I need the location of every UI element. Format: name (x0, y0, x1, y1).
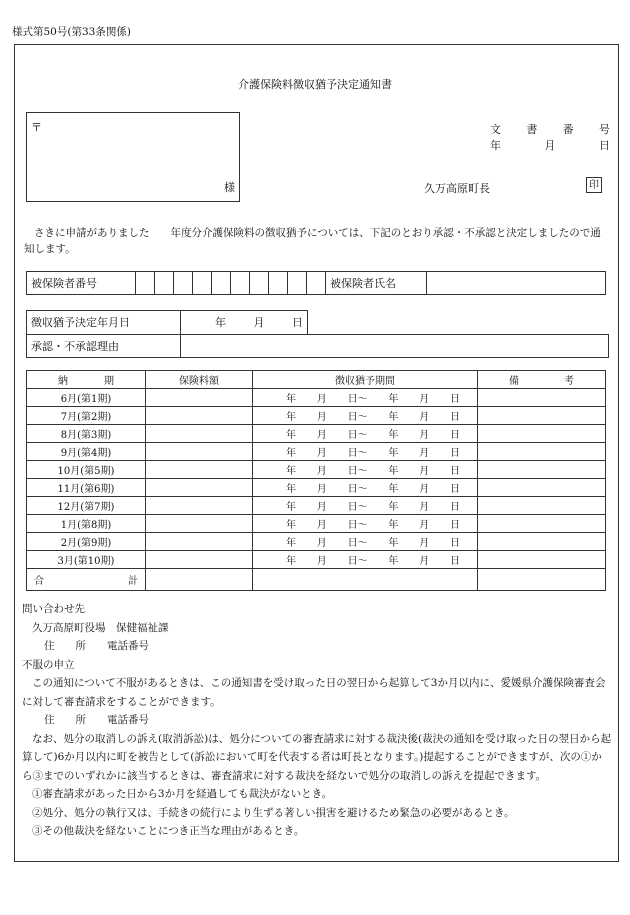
period-name: 3月(第10期) (27, 551, 146, 569)
suspension-period-cell[interactable]: 年 月 日～ 年 月 日 (253, 407, 478, 425)
total-label: 合 計 (27, 569, 146, 591)
amount-cell[interactable] (146, 479, 253, 497)
appeal-address-phone: 住 所 電話番号 (44, 714, 149, 726)
lawsuit-text: なお、処分の取消しの訴え(取消訴訟)は、処分についての審査請求に対する裁決後(裁決の通知を受け取った日の翌日から起算して)6か月以内に町を被告として(訴訟において町を代表する者は町長となります。)提起することができますが、次の①から③までのいずれかに該当するときは、審査請求に対する裁決を経ないで処分の取消しの訴えを提起できます。 (22, 732, 612, 782)
insured-number-cell[interactable] (288, 272, 307, 295)
period-name: 6月(第1期) (27, 389, 146, 407)
header-period: 徴収猶予期間 (253, 371, 478, 389)
remarks-cell[interactable] (478, 425, 606, 443)
period-row (27, 425, 606, 443)
document-number-label: 文 書 番 号 (490, 123, 610, 136)
insured-number-cell[interactable] (193, 272, 212, 295)
decision-table (26, 310, 609, 358)
notes-section (22, 600, 612, 841)
period-row (27, 533, 606, 551)
period-name: 11月(第6期) (27, 479, 146, 497)
insured-number-cell[interactable] (212, 272, 231, 295)
decision-reason-label: 承認・不承認理由 (27, 334, 181, 358)
suspension-period-cell[interactable]: 年 月 日～ 年 月 日 (253, 389, 478, 407)
insured-number-cell[interactable] (269, 272, 288, 295)
insured-number-cell[interactable] (231, 272, 250, 295)
contact-heading: 問い合わせ先 (22, 603, 85, 615)
amount-cell[interactable] (146, 461, 253, 479)
total-remarks-cell (478, 569, 606, 591)
total-amount-cell[interactable] (146, 569, 253, 591)
contact-address-phone: 住 所 電話番号 (44, 640, 149, 652)
amount-cell[interactable] (146, 443, 253, 461)
issuer-name: 久万高原町長 (424, 182, 490, 195)
remarks-cell[interactable] (478, 461, 606, 479)
period-row (27, 551, 606, 569)
insured-name-field[interactable] (427, 272, 606, 295)
amount-cell[interactable] (146, 497, 253, 515)
remarks-cell[interactable] (478, 389, 606, 407)
amount-cell[interactable] (146, 425, 253, 443)
suspension-period-cell[interactable]: 年 月 日～ 年 月 日 (253, 551, 478, 569)
period-row (27, 515, 606, 533)
amount-cell[interactable] (146, 407, 253, 425)
header-bikou: 備 考 (478, 371, 606, 389)
appeal-heading: 不服の申立 (22, 658, 75, 671)
period-name: 12月(第7期) (27, 497, 146, 515)
exception-case-1: ①審査請求があった日から3か月を経過しても裁決がないとき。 (32, 788, 333, 800)
decision-date-label: 徴収猶予決定年月日 (27, 311, 181, 335)
amount-cell[interactable] (146, 389, 253, 407)
form-number-label: 様式第50号(第33条関係) (12, 26, 131, 38)
document-date-label: 年 月 日 (490, 139, 610, 152)
suspension-period-cell[interactable]: 年 月 日～ 年 月 日 (253, 533, 478, 551)
period-row (27, 479, 606, 497)
insured-number-label: 被保険者番号 (27, 272, 136, 295)
appeal-text: この通知について不服があるときは、この通知書を受け取った日の翌日から起算して3か月以内に、愛媛県介護保険審査会に対して審査請求をすることができます。 (22, 677, 606, 708)
header-amount: 保険料額 (146, 371, 253, 389)
recipient-address-box (26, 112, 240, 202)
insured-number-cell[interactable] (250, 272, 269, 295)
period-row (27, 461, 606, 479)
period-name: 9月(第4期) (27, 443, 146, 461)
postal-mark: 〒 (31, 121, 42, 134)
insured-number-cell[interactable] (136, 272, 155, 295)
suspension-period-cell[interactable]: 年 月 日～ 年 月 日 (253, 425, 478, 443)
insured-number-cell[interactable] (155, 272, 174, 295)
suspension-period-cell[interactable]: 年 月 日～ 年 月 日 (253, 497, 478, 515)
period-name: 2月(第9期) (27, 533, 146, 551)
payment-periods-table (26, 370, 606, 591)
period-name: 1月(第8期) (27, 515, 146, 533)
suspension-period-cell[interactable]: 年 月 日～ 年 月 日 (253, 443, 478, 461)
amount-cell[interactable] (146, 551, 253, 569)
header-nouki: 納 期 (27, 371, 146, 389)
decision-reason-field[interactable] (181, 334, 609, 358)
honorific-sama: 様 (224, 181, 235, 194)
period-row (27, 497, 606, 515)
remarks-cell[interactable] (478, 407, 606, 425)
amount-cell[interactable] (146, 533, 253, 551)
remarks-cell[interactable] (478, 515, 606, 533)
intro-paragraph: さきに申請がありました 年度分介護保険料の徴収猶予については、下記のとおり承認・不承認と決定しましたので通知します。 (24, 227, 601, 255)
suspension-period-cell[interactable]: 年 月 日～ 年 月 日 (253, 479, 478, 497)
insured-info-table (26, 271, 606, 295)
amount-cell[interactable] (146, 515, 253, 533)
period-name: 7月(第2期) (27, 407, 146, 425)
period-row (27, 443, 606, 461)
insured-name-label: 被保険者氏名 (326, 272, 427, 295)
exception-case-3: ③その他裁決を経ないことにつき正当な理由があるとき。 (32, 825, 305, 837)
period-row (27, 407, 606, 425)
exception-case-2: ②処分、処分の執行又は、手続きの続行により生ずる著しい損害を避けるため緊急の必要があるとき。 (32, 806, 515, 819)
remarks-cell[interactable] (478, 533, 606, 551)
remarks-cell[interactable] (478, 479, 606, 497)
period-name: 10月(第5期) (27, 461, 146, 479)
remarks-cell[interactable] (478, 551, 606, 569)
document-title: 介護保険料徴収猶予決定通知書 (238, 78, 392, 91)
period-row (27, 389, 606, 407)
insured-number-cell[interactable] (307, 272, 326, 295)
insured-number-cell[interactable] (174, 272, 193, 295)
seal-mark: 印 (586, 177, 602, 193)
remarks-cell[interactable] (478, 497, 606, 515)
period-name: 8月(第3期) (27, 425, 146, 443)
suspension-period-cell[interactable]: 年 月 日～ 年 月 日 (253, 515, 478, 533)
total-period-cell (253, 569, 478, 591)
remarks-cell[interactable] (478, 443, 606, 461)
contact-office: 久万高原町役場 保健福祉課 (32, 621, 169, 634)
decision-date-field[interactable]: 年 月 日 (181, 311, 308, 335)
suspension-period-cell[interactable]: 年 月 日～ 年 月 日 (253, 461, 478, 479)
